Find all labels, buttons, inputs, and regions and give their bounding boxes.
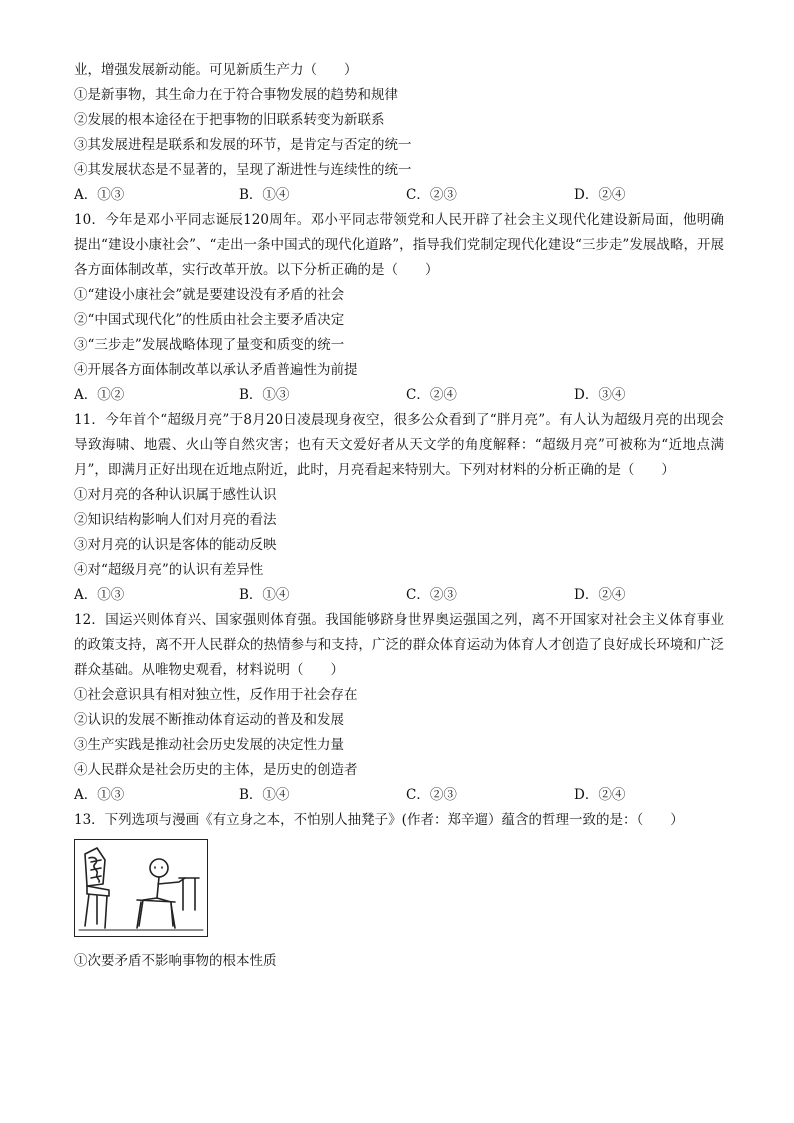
q12-option-d[interactable]: D．②④ [574,787,626,803]
q9-statement-2: ②发展的根本途径在于把事物的旧联系转变为新联系 [74,112,385,128]
cartoon-image [74,839,208,937]
q10-option-c[interactable]: C．②④ [406,387,457,403]
q10-statement-4: ④开展各方面体制改革以承认矛盾普遍性为前提 [74,362,358,378]
q10-options [74,383,724,408]
q12-statement-4: ④人民群众是社会历史的主体，是历史的创造者 [74,762,358,778]
q12-stem: 12．国运兴则体育兴、国家强则体育强。我国能够跻身世界奥运强国之列，离不开国家对社会主义体育事业的政策支持，离不开人民群众的热情参与和支持，广泛的群众体育运动为体育人才创造了良好成长环境和广泛群众基础。从唯物史观看，材料说明（ ） [74,612,724,678]
q11-statement-3: ③对月亮的认识是客体的能动反映 [74,537,277,553]
q11-stem: 11．今年首个“超级月亮”于8月20日凌晨现身夜空，很多公众看到了“胖月亮”。有人认为超级月亮的出现会导致海啸、地震、火山等自然灾害；也有天文爱好者从天文学的角度解释：“超级月亮”可被称为“近地点满月”，即满月正好出现在近地点附近，此时，月亮看起来特别大。下列对材料的分析正确的是（ ） [74,412,724,478]
q11-statement-2: ②知识结构影响人们对月亮的看法 [74,512,277,528]
q11-option-d[interactable]: D．②④ [574,587,626,603]
q9-stem-tail: 业，增强发展新动能。可见新质生产力（ ） [74,62,358,78]
q12-statement-2: ②认识的发展不断推动体育运动的普及和发展 [74,712,344,728]
q11-option-c[interactable]: C．②③ [406,587,457,603]
q12-options [74,783,724,808]
q9-option-d[interactable]: D．②④ [574,187,626,203]
q9-statement-3: ③其发展进程是联系和发展的环节，是肯定与否定的统一 [74,137,412,153]
q11-statement-1: ①对月亮的各种认识属于感性认识 [74,487,277,503]
q12-option-b[interactable]: B．①④ [239,787,290,803]
q10-option-d[interactable]: D．③④ [574,387,626,403]
q9-option-c[interactable]: C．②③ [406,187,457,203]
q13-statement-1: ①次要矛盾不影响事物的根本性质 [74,953,277,969]
q9-option-a[interactable]: A．①③ [74,187,125,203]
q12-option-c[interactable]: C．②③ [406,787,457,803]
q9-option-b[interactable]: B．①④ [239,187,290,203]
q11-option-b[interactable]: B．①④ [239,587,290,603]
q10-option-a[interactable]: A．①② [74,387,125,403]
q12-statement-3: ③生产实践是推动社会历史发展的决定性力量 [74,737,344,753]
q12-statement-1: ①社会意识具有相对独立性，反作用于社会存在 [74,687,358,703]
q10-option-b[interactable]: B．①③ [239,387,290,403]
q9-statement-1: ①是新事物，其生命力在于符合事物发展的趋势和规律 [74,87,398,103]
q9-options [74,183,724,208]
q13-stem: 13．下列选项与漫画《有立身之本，不怕别人抽凳子》(作者：郑辛遛）蕴含的哲理一致的是：（ ） [74,812,684,828]
exam-page [74,58,724,974]
q10-statement-2: ②“中国式现代化”的性质由社会主要矛盾决定 [74,312,345,328]
q12-option-a[interactable]: A．①③ [74,787,125,803]
q11-options [74,583,724,608]
q10-statement-1: ①“建设小康社会”就是要建设没有矛盾的社会 [74,287,345,303]
q10-stem: 10．今年是邓小平同志诞辰120周年。邓小平同志带领党和人民开辟了社会主义现代化建设新局面，他明确提出“建设小康社会”、“走出一条中国式的现代化道路”，指导我们党制定现代化建设“三步走”发展战略，开展各方面体制改革，实行改革开放。以下分析正确的是（ ） [74,212,724,278]
q11-option-a[interactable]: A．①③ [74,587,125,603]
q10-statement-3: ③“三步走”发展战略体现了量变和质变的统一 [74,337,345,353]
q11-statement-4: ④对“超级月亮”的认识有差异性 [74,562,264,578]
q9-statement-4: ④其发展状态是不显著的，呈现了渐进性与连续性的统一 [74,162,412,178]
